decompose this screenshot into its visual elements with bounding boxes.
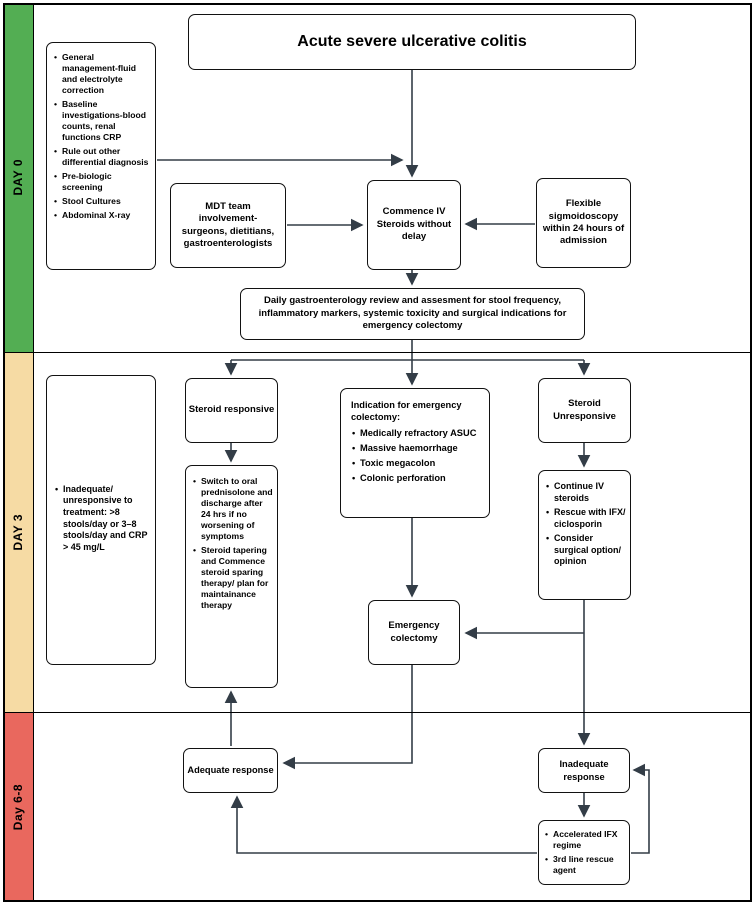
list-item: • Accelerated IFX regime — [544, 829, 627, 851]
list-item: • Steroid tapering and Commence steroid sparing therapy/ plan for maintainance therapy — [192, 545, 274, 611]
list-item: • Rule out other differential diagnosis — [53, 146, 151, 168]
rescue-list — [544, 829, 627, 876]
list-item: • Inadequate/ unresponsive to treatment: >8 stools/day or 3–8 stools/day and CRP > 45 mg/L — [54, 484, 151, 553]
inadequate-criteria-node — [46, 375, 156, 665]
list-item: • Stool Cultures — [53, 196, 151, 207]
rescue-therapy-node — [538, 820, 630, 885]
flexible-sigmoidoscopy-node: Flexible sigmoidoscopy within 24 hours of admission — [536, 178, 631, 268]
list-item: • Abdominal X-ray — [53, 210, 151, 221]
continue-iv-list — [545, 481, 627, 568]
section-divider-day6-8 — [3, 712, 752, 713]
list-item: • Rescue with IFX/ ciclosporin — [545, 507, 627, 530]
oral-switch-list — [192, 476, 274, 611]
daily-review-node: Daily gastroenterology review and assesment for stool frequency, inflammatory markers, systemic toxicity and surgical indications for emergency colectomy — [240, 288, 585, 340]
list-item: • Medically refractory ASUC — [351, 428, 481, 440]
list-item: • 3rd line rescue agent — [544, 854, 627, 876]
day-band-6-8 — [3, 712, 34, 902]
list-item: • Pre-biologic screening — [53, 171, 151, 193]
continue-iv-steroids-node — [538, 470, 631, 600]
list-item: • Baseline investigations-blood counts, renal functions CRP — [53, 99, 151, 143]
list-item: • General management-fluid and electrolyte correction — [53, 52, 151, 96]
day-band-3-label: DAY 3 — [11, 513, 25, 551]
list-item: • Switch to oral prednisolone and discharge after 24 hrs if no worsening of symptoms — [192, 476, 274, 542]
steroid-responsive-node: Steroid responsive — [185, 378, 278, 443]
section-divider-day3 — [3, 352, 752, 353]
colectomy-indication-title: Indication for emergency colectomy: — [351, 400, 462, 423]
commence-iv-steroids-node: Commence IV Steroids without delay — [367, 180, 461, 270]
colectomy-indication-node — [340, 388, 490, 518]
colectomy-indication-list — [351, 428, 481, 485]
title-node: Acute severe ulcerative colitis — [188, 14, 636, 70]
list-item: • Colonic perforation — [351, 473, 481, 485]
adequate-response-node: Adequate response — [183, 748, 278, 793]
steroid-unresponsive-node: Steroid Unresponsive — [538, 378, 631, 443]
list-item: • Toxic megacolon — [351, 458, 481, 470]
criteria-list — [54, 484, 151, 556]
day-band-6-8-label: Day 6-8 — [11, 783, 25, 831]
general-management-list — [53, 52, 151, 221]
list-item: • Consider surgical option/ opinion — [545, 533, 627, 568]
mdt-team-node: MDT team involvement- surgeons, dietitians, gastroenterologists — [170, 183, 286, 268]
day-band-0-label: DAY 0 — [11, 159, 25, 196]
day-band-3 — [3, 352, 34, 712]
list-item: • Continue IV steroids — [545, 481, 627, 504]
list-item: • Massive haemorrhage — [351, 443, 481, 455]
emergency-colectomy-node: Emergency colectomy — [368, 600, 460, 665]
oral-prednisolone-switch-node — [185, 465, 278, 688]
inadequate-response-node: Inadequate response — [538, 748, 630, 793]
day-band-0 — [3, 3, 34, 352]
general-management-node — [46, 42, 156, 270]
